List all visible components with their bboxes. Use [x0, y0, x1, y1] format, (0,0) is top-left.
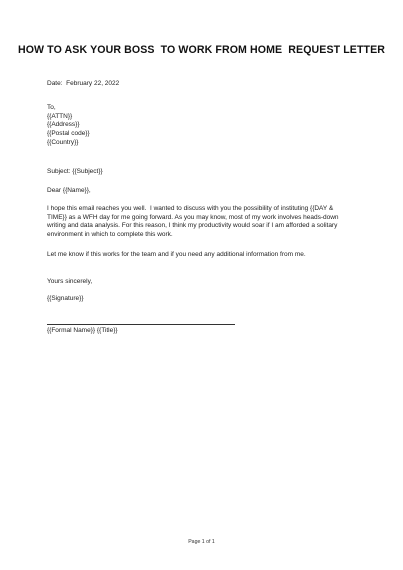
- signature-placeholder: [47, 295, 367, 304]
- subject-line: [47, 168, 367, 177]
- letter-title: HOW TO ASK YOUR BOSS TO WORK FROM HOME REQUEST LETTER: [17, 44, 386, 56]
- recipient-address: [47, 104, 367, 148]
- subject-text: Subject: {{Subject}}: [47, 168, 103, 175]
- formal-name-title: [47, 327, 367, 336]
- paragraph-line: writing and data analysis. For this reason, I think my productivity would soar if I am afforded a solitary: [47, 222, 338, 230]
- address-line: To,: [47, 104, 56, 111]
- date-text: Date: February 22, 2022: [47, 80, 120, 87]
- signature-line: [47, 324, 235, 325]
- address-line: {{Address}}: [47, 121, 80, 129]
- signature-text: {{Signature}}: [47, 295, 84, 302]
- body-paragraph-1: [47, 205, 367, 240]
- salutation: [47, 187, 367, 196]
- paragraph-line: environment in which to complete this work.: [47, 231, 173, 239]
- address-line: {{Country}}: [47, 138, 79, 146]
- formal-name-text: {{Formal Name}} {{Title}}: [47, 327, 118, 334]
- address-line: {{Postal code}}: [47, 130, 90, 138]
- body-paragraph-2: [47, 251, 367, 260]
- paragraph-line: TIME}} as a WFH day for me going forward. As you may know, most of my work involves heads-down: [47, 213, 339, 221]
- date-line: [47, 80, 367, 89]
- paragraph-line: Let me know if this works for the team and if you need any additional information from me.: [47, 251, 306, 258]
- salutation-text: Dear {{Name}},: [47, 187, 91, 194]
- paragraph-line: I hope this email reaches you well. I wanted to discuss with you the possibility of instituting {{DAY &: [47, 205, 334, 212]
- address-line: {{ATTN}}: [47, 112, 73, 120]
- closing: [47, 278, 367, 287]
- page-number: Page 1 of 1: [188, 539, 215, 545]
- closing-text: Yours sincerely,: [47, 278, 93, 285]
